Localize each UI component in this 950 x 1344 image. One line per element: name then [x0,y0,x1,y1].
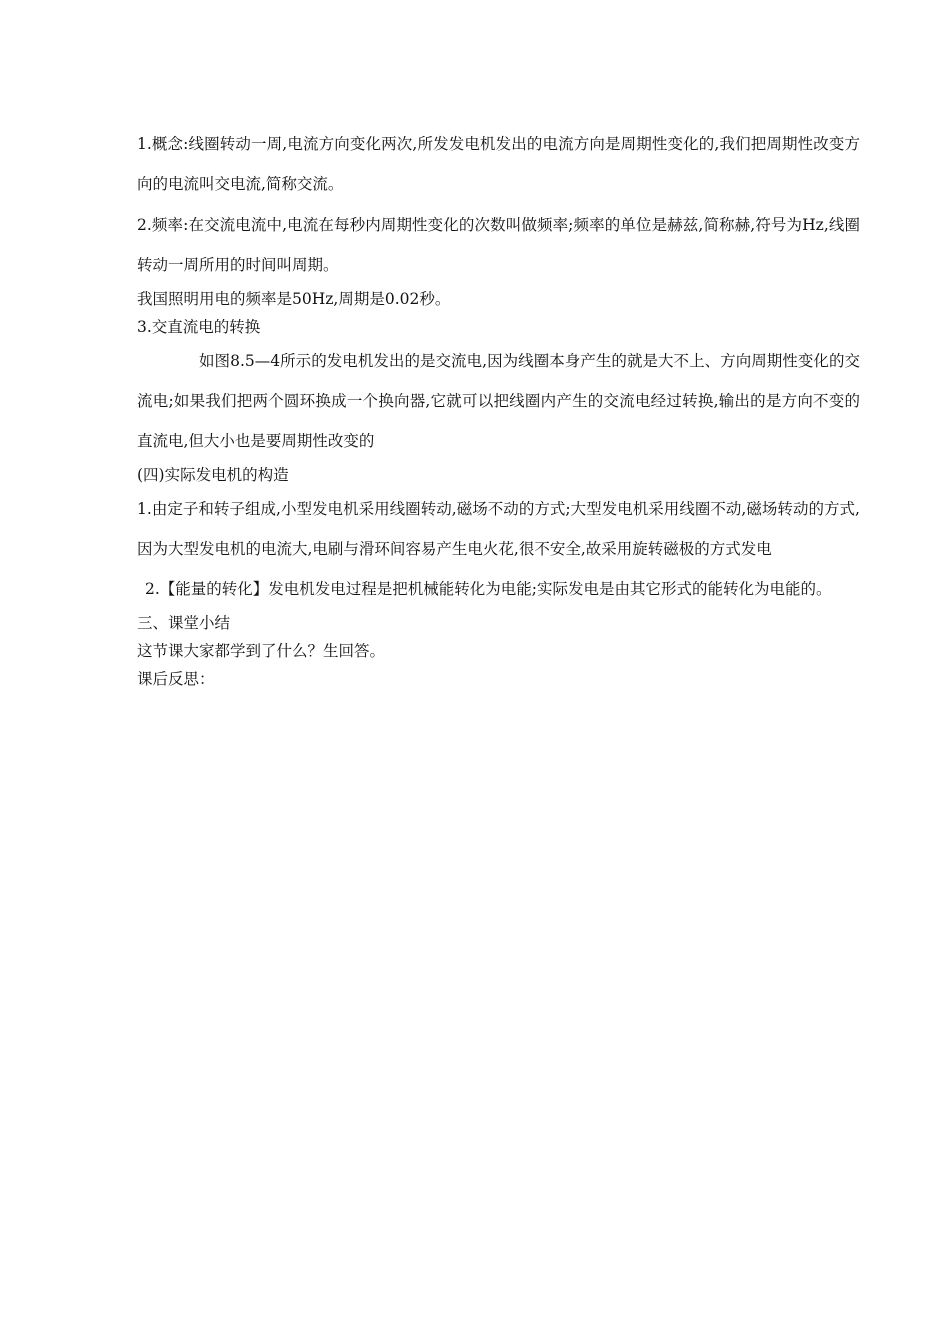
heading-ac-dc-conversion: 3.交直流电的转换 [137,318,261,336]
paragraph-reflection: 课后反思： [137,670,215,688]
paragraph-generator-figure: 如图8.5—4所示的发电机发出的是交流电,因为线圈本身产生的就是大不上、方向周期性变化的交流电;如果我们把两个圆环换成一个换向器,它就可以把线圈内产生的交流电经过转换,输出的是方向不变的直流电,但大小也是要周期性改变的 [137,352,860,450]
paragraph-concept: 1.概念:线圈转动一周,电流方向变化两次,所发发电机发出的电流方向是周期性变化的,我们把周期性改变方向的电流叫交电流,简称交流。 [137,135,860,193]
heading-generator-structure: (四)实际发电机的构造 [137,466,289,484]
document-body [137,124,860,693]
paragraph-energy-conversion: 2.【能量的转化】发电机发电过程是把机械能转化为电能;实际发电是由其它形式的能转化为电能的。 [145,580,832,598]
paragraph-summary-question: 这节课大家都学到了什么？生回答。 [137,642,386,660]
paragraph-stator-rotor: 1.由定子和转子组成,小型发电机采用线圈转动,磁场不动的方式;大型发电机采用线圈不动,磁场转动的方式,因为大型发电机的电流大,电刷与滑环间容易产生电火花,很不安全,故采用旋转磁极的方式发电 [137,500,860,558]
heading-class-summary: 三、课堂小结 [137,614,231,632]
paragraph-lighting-frequency: 我国照明用电的频率是50Hz,周期是0.02秒。 [137,290,451,308]
paragraph-frequency: 2.频率:在交流电流中,电流在每秒内周期性变化的次数叫做频率;频率的单位是赫兹,简称赫,符号为Hz,线圈转动一周所用的时间叫周期。 [137,216,860,274]
